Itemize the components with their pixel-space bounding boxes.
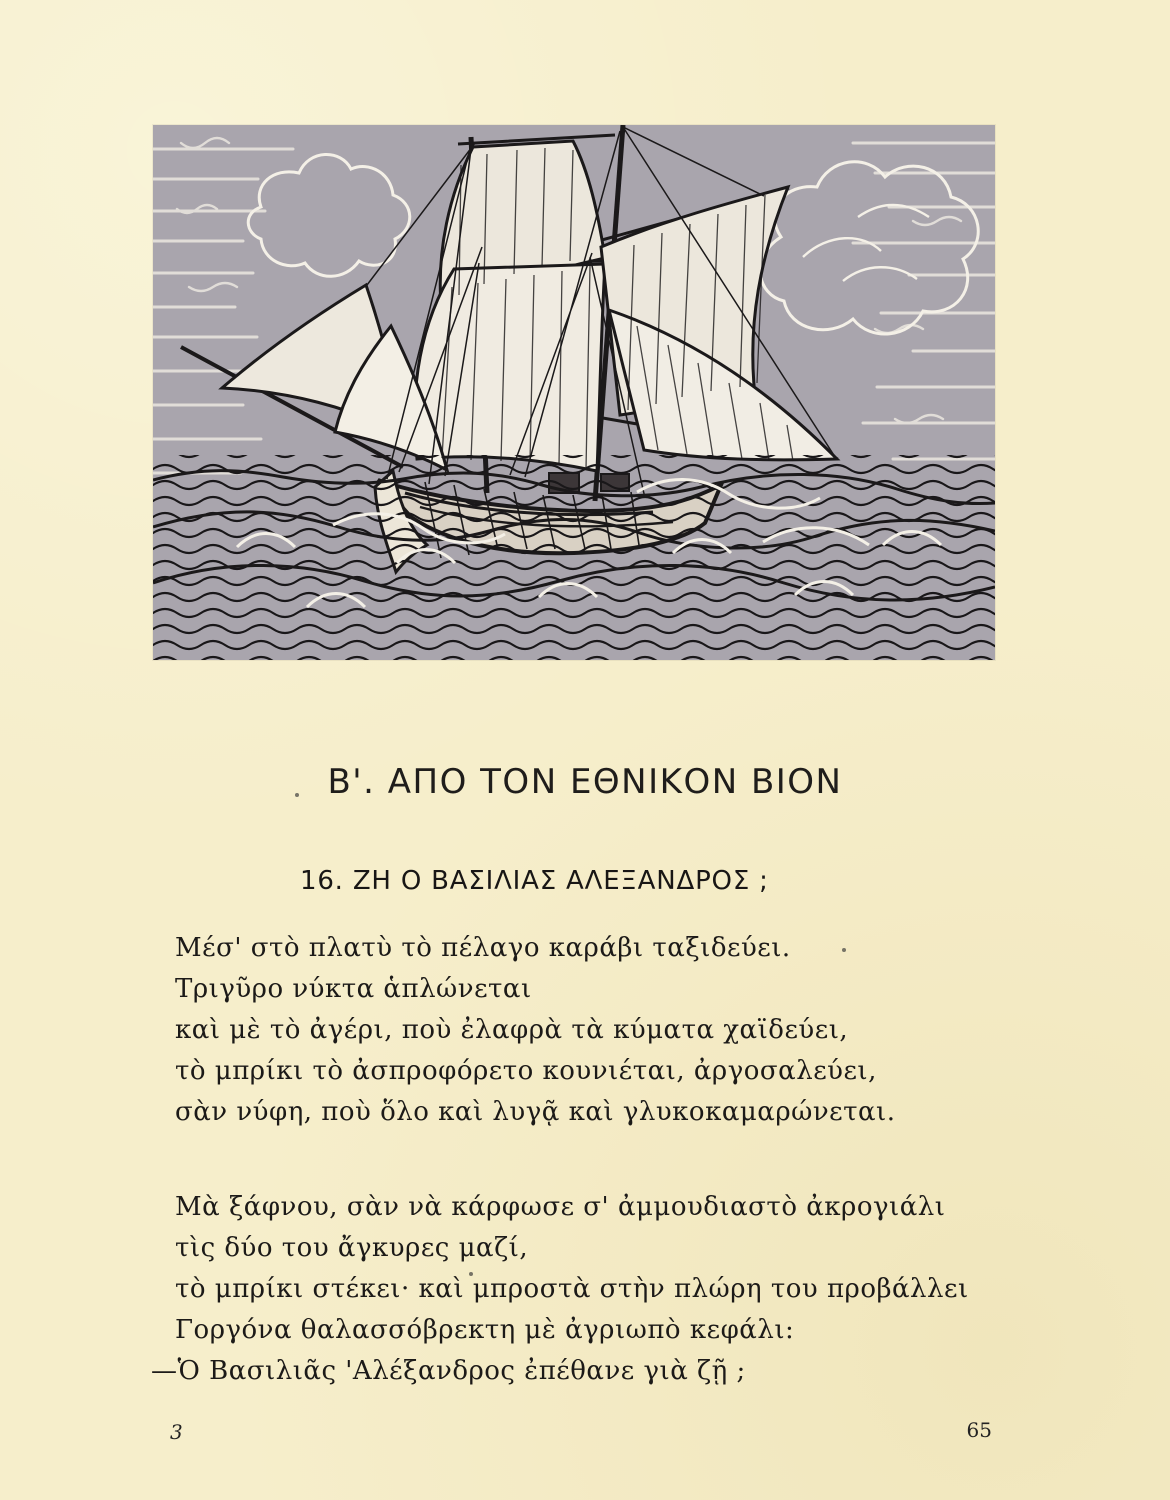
stanza-gap [175, 1133, 1015, 1187]
poem-title: 16. ΖΗ Ο ΒΑΣΙΛΙΑΣ ΑΛΕΞΑΝΔΡΟΣ ; [300, 866, 769, 896]
poem-line: Τριγῦρο νύκτα ἁπλώνεται [175, 974, 532, 1004]
stanza [151, 1187, 1015, 1392]
poem-line: Γοργόνα θαλασσόβρεκτη μὲ ἀγριωπὸ κεφάλι: [175, 1315, 795, 1345]
poem-line: τὶς δύο του ἄγκυρες μαζί, [175, 1233, 529, 1263]
poem-line: Μὰ ξάφνου, σὰν νὰ κάρφωσε σ' ἀμμουδιαστὸ ἀκρογιάλι [175, 1192, 946, 1222]
signature-mark: 3 [170, 1420, 183, 1444]
sea [153, 455, 995, 660]
poem-line: τὸ μπρίκι τὸ ἀσπροφόρετο κουνιέται, ἀργοσαλεύει, [175, 1056, 877, 1086]
poem-line: Μέσ' στὸ πλατὺ τὸ πέλαγο καράβι ταξιδεύει. [175, 933, 791, 963]
ship-drawing [153, 125, 995, 660]
poem-line: τὸ μπρίκι στέκει· καὶ μπροστὰ στὴν πλώρη του προβάλλει [175, 1274, 969, 1304]
stanza [175, 928, 1015, 1133]
ship-illustration [153, 125, 995, 660]
poem-body [151, 928, 1015, 1392]
section-heading: Β'. ΑΠΟ ΤΟΝ ΕΘΝΙΚΟΝ ΒΙΟΝ [327, 762, 843, 802]
page-number: 65 [966, 1418, 992, 1442]
poem-line: καὶ μὲ τὸ ἀγέρι, ποὺ ἐλαφρὰ τὰ κύματα χαϊδεύει, [175, 1015, 849, 1045]
poem-line: σὰν νύφη, ποὺ ὅλο καὶ λυγᾷ καὶ γλυκοκαμαρώνεται. [175, 1097, 896, 1127]
poem-line: —Ὁ Βασιλιᾶς 'Αλέξανδρος ἐπέθανε γιὰ ζῇ ; [151, 1356, 746, 1386]
